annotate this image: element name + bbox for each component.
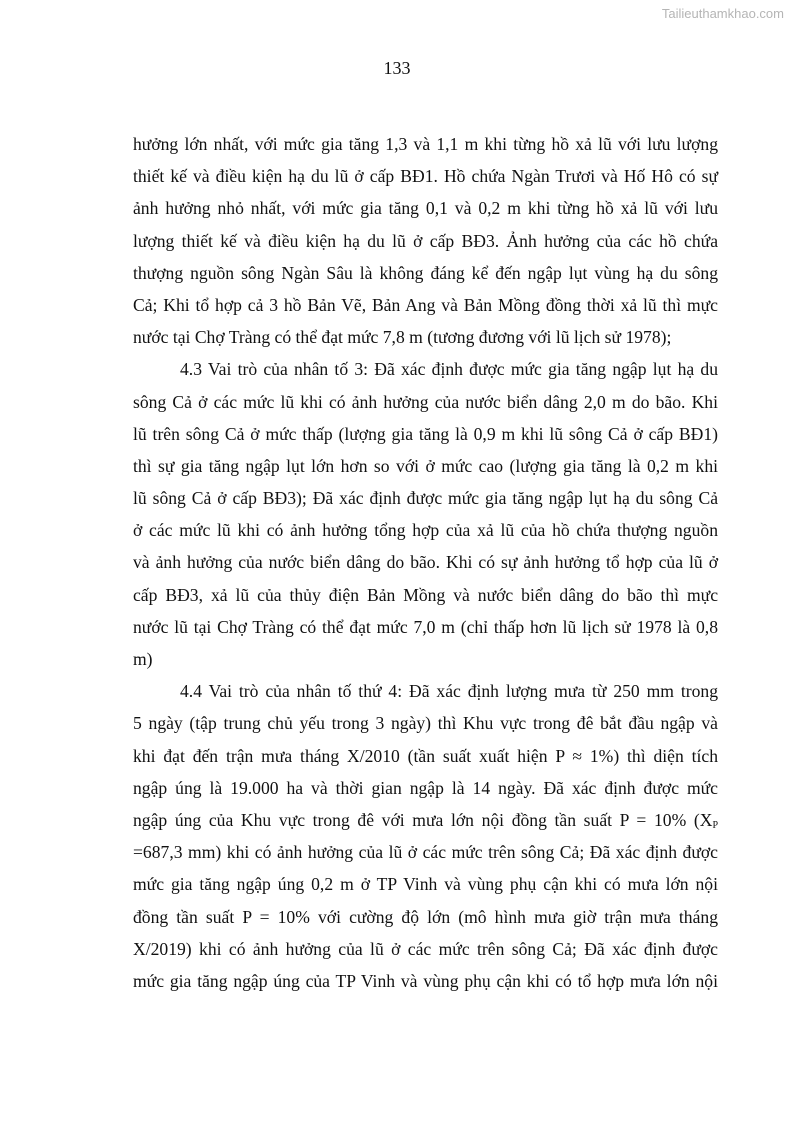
text-line: Cả; Khi tổ hợp cả 3 hồ Bản Vẽ, Bản Ang và Bản Mồng đồng thời xả lũ thì mực <box>133 294 718 315</box>
text-line: ở các mức lũ khi có ảnh hưởng tổng hợp của xả lũ của hồ chứa thượng nguồn <box>133 520 718 541</box>
text-line: mức gia tăng ngập úng của TP Vinh và vùng phụ cận khi có tổ hợp mưa lớn nội <box>133 970 718 991</box>
text-line: ảnh hưởng nhỏ nhất, với mức gia tăng 0,1 và 0,2 m khi từng hồ xả lũ với lưu <box>133 198 718 219</box>
paragraph-4-3-start: 4.3 Vai trò của nhân tố 3: Đã xác định được mức gia tăng ngập lụt hạ du <box>180 359 718 380</box>
text-line: khi đạt đến trận mưa tháng X/2010 (tần suất xuất hiện P ≈ 1%) thì diện tích <box>133 745 718 766</box>
text-line: thì sự gia tăng ngập lụt lớn hơn so với ở mức cao (lượng gia tăng là 0,2 m khi <box>133 455 718 476</box>
text-line: thượng nguồn sông Ngàn Sâu là không đáng kể đến ngập lụt vùng hạ du sông <box>133 262 718 283</box>
paragraph-4-4-start: 4.4 Vai trò của nhân tố thứ 4: Đã xác định lượng mưa từ 250 mm trong <box>180 681 718 702</box>
text-line: nước tại Chợ Tràng có thể đạt mức 7,8 m (tương đương với lũ lịch sử 1978); <box>133 327 672 348</box>
watermark: Tailieuthamkhao.com <box>661 6 784 21</box>
text-line: m) <box>133 649 153 669</box>
text-line: 5 ngày (tập trung chủ yếu trong 3 ngày) thì Khu vực trong đê bắt đầu ngập và <box>133 713 718 734</box>
text-line: đồng tần suất P = 10% với cường độ lớn (mô hình mưa giờ trận mưa tháng <box>133 906 718 927</box>
text-line: và ảnh hưởng của nước biển dâng do bão. Khi có sự ảnh hưởng tổ hợp của lũ ở <box>133 552 718 573</box>
page-number: 133 <box>383 58 411 78</box>
text-line: X/2019) khi có ảnh hưởng của lũ ở các mức trên sông Cả; Đã xác định được <box>133 938 718 959</box>
text-line: =687,3 mm) khi có ảnh hưởng của lũ ở các mức trên sông Cả; Đã xác định được <box>133 842 718 863</box>
subscript: P <box>712 819 718 831</box>
text-line: sông Cả ở các mức lũ khi có ảnh hưởng của nước biển dâng 2,0 m do bão. Khi <box>133 391 718 412</box>
document-body <box>133 128 718 997</box>
text-line: mức gia tăng ngập úng 0,2 m ở TP Vinh và vùng phụ cận khi có mưa lớn nội <box>133 874 718 895</box>
text-line: lũ sông Cả ở cấp BĐ3); Đã xác định được mức gia tăng ngập lụt hạ du sông Cả <box>133 488 718 509</box>
text-line: nước lũ tại Chợ Tràng có thể đạt mức 7,0 m (chỉ thấp hơn lũ lịch sử 1978 là 0,8 <box>133 616 718 637</box>
text-line: lũ trên sông Cả ở mức thấp (lượng gia tăng là 0,9 m khi lũ sông Cả ở cấp BĐ1) <box>133 423 718 444</box>
text-segment: ngập úng của Khu vực trong đê với mưa lớn nội đồng tần suất P = 10% (X <box>133 809 713 830</box>
text-line: thiết kế và điều kiện hạ du lũ ở cấp BĐ1. Hồ chứa Ngàn Trươi và Hố Hô có sự <box>133 166 718 187</box>
text-line: cấp BĐ3, xả lũ của thủy điện Bản Mồng và nước biển dâng do bão thì mực <box>133 584 718 605</box>
text-line: ngập úng là 19.000 ha và thời gian ngập là 14 ngày. Đã xác định được mức <box>133 777 718 798</box>
text-line-with-subscript <box>133 804 718 836</box>
text-line: lượng thiết kế và điều kiện hạ du lũ ở cấp BĐ3. Ảnh hưởng của các hồ chứa <box>133 230 718 251</box>
text-line: hưởng lớn nhất, với mức gia tăng 1,3 và 1,1 m khi từng hồ xả lũ với lưu lượng <box>133 134 718 154</box>
